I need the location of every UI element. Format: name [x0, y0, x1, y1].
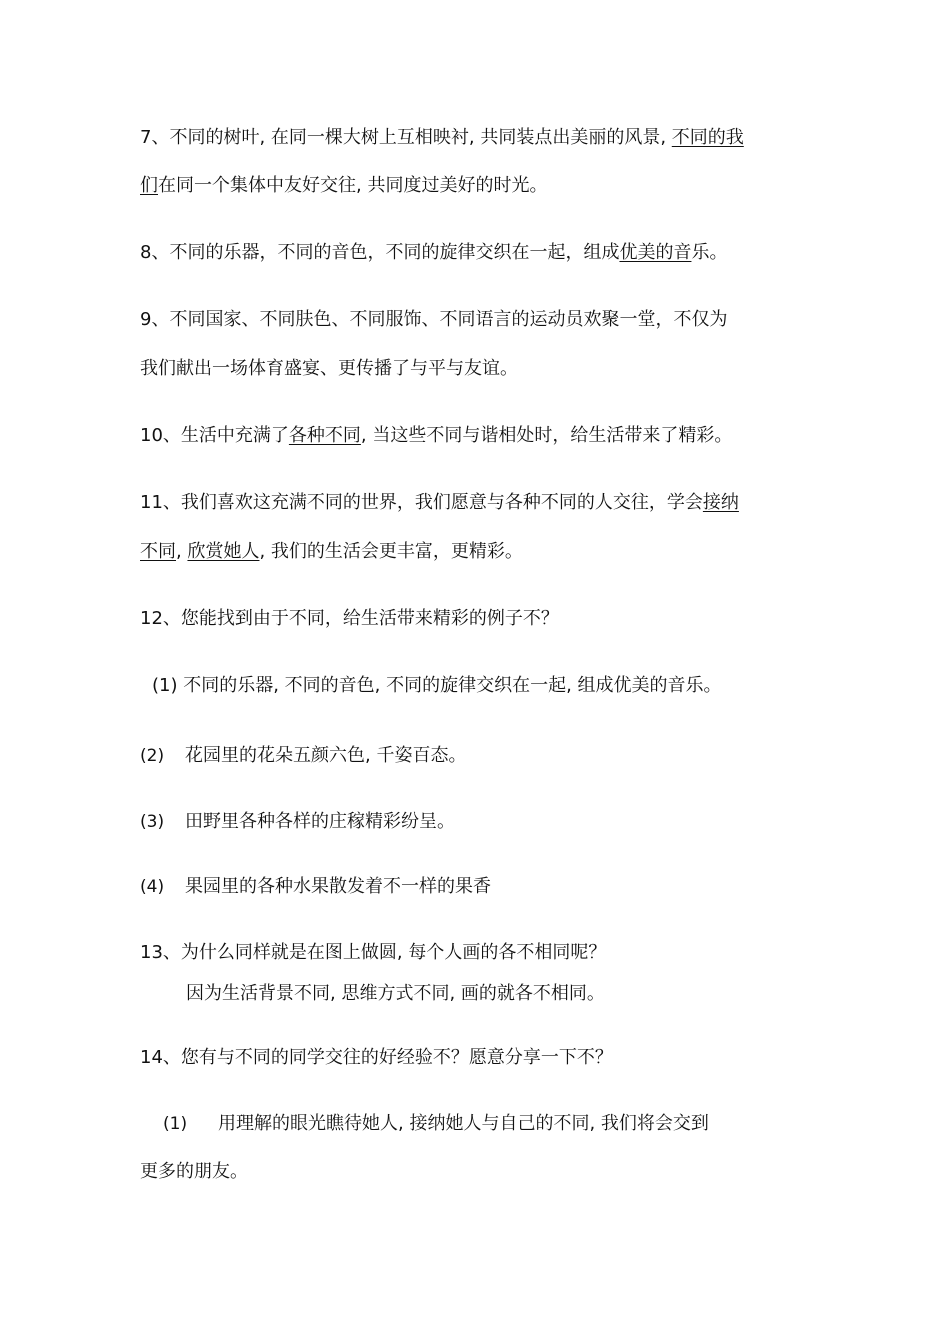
item-12-question: 12、您能找到由于不同，给生活带来精彩的例子不？ [140, 608, 559, 629]
item-12-answer-2-number: (2) [140, 746, 165, 766]
item-11-line-2 [140, 540, 523, 564]
item-9-line-2: 我们献出一场体育盛宴、更传播了与平与友谊。 [140, 358, 518, 379]
item-12-answer-3 [140, 810, 455, 834]
item-7-underlined-text-cont: 们 [140, 175, 158, 196]
item-14-answer-1-text: 用理解的眼光瞧待她人, 接纳她人与自己的不同, 我们将会交到 [218, 1113, 709, 1134]
item-12-answer-2-text: 花园里的花朵五颜六色, 千姿百态。 [185, 745, 467, 766]
item-7-line-1 [140, 126, 744, 150]
item-7-text: 7、不同的树叶, 在同一棵大树上互相映衬, 共同装点出美丽的风景, [140, 127, 672, 148]
item-11-underlined-text: 接纳 [702, 492, 739, 513]
item-12-answer-4-number: (4) [140, 877, 165, 897]
item-7-line-2 [140, 174, 547, 198]
item-14-answer-1 [163, 1112, 709, 1136]
item-10-line [140, 424, 732, 448]
item-10-underlined-text: 各种不同 [288, 425, 361, 446]
item-12-answer-4 [140, 875, 491, 899]
item-14-question: 14、您有与不同的同学交往的好经验不？愿意分享一下不？ [140, 1047, 613, 1068]
item-12-answer-4-text: 果园里的各种水果散发着不一样的果香 [185, 876, 491, 897]
item-9-line-1: 9、不同国家、不同肤色、不同服饰、不同语言的运动员欢聚一堂，不仅为 [140, 309, 728, 330]
item-7-underlined-text: 不同的我 [671, 127, 744, 148]
item-14-answer-1-cont: 更多的朋友。 [140, 1161, 248, 1182]
item-8-underlined-text: 优美的音 [619, 242, 692, 263]
item-11-line-1 [140, 491, 739, 515]
item-11-underlined-text-cont: 不同 [140, 541, 176, 562]
item-13-question: 13、为什么同样就是在图上做圆, 每个人画的各不相同呢？ [140, 942, 607, 963]
item-14-answer-1-number: (1) [163, 1114, 188, 1134]
item-13-answer: 因为生活背景不同, 思维方式不同, 画的就各不相同。 [186, 983, 605, 1004]
item-8-text: 8、不同的乐器，不同的音色，不同的旋律交织在一起，组成 [140, 242, 620, 263]
item-7-text-cont: 在同一个集体中友好交往, 共同度过美好的时光。 [158, 175, 548, 196]
item-10-text: 10、生活中充满了 [140, 425, 289, 446]
item-10-text-end: , 当这些不同与谐相处时，给生活带来了精彩。 [360, 425, 733, 446]
item-8-text-end: 乐。 [691, 242, 728, 263]
item-12-answer-3-text: 田野里各种各样的庄稼精彩纷呈。 [185, 811, 455, 832]
item-11-text-end: , 我们的生活会更丰富，更精彩。 [259, 541, 523, 562]
item-11-separator: , [176, 541, 188, 562]
item-11-underlined-text-2: 欣赏她人 [187, 541, 260, 562]
item-12-answer-1: (1) 不同的乐器, 不同的音色, 不同的旋律交织在一起, 组成优美的音乐。 [152, 675, 722, 696]
item-12-answer-2 [140, 744, 466, 768]
item-11-text: 11、我们喜欢这充满不同的世界，我们愿意与各种不同的人交往，学会 [140, 492, 703, 513]
item-8-line [140, 241, 727, 265]
item-12-answer-3-number: (3) [140, 812, 165, 832]
